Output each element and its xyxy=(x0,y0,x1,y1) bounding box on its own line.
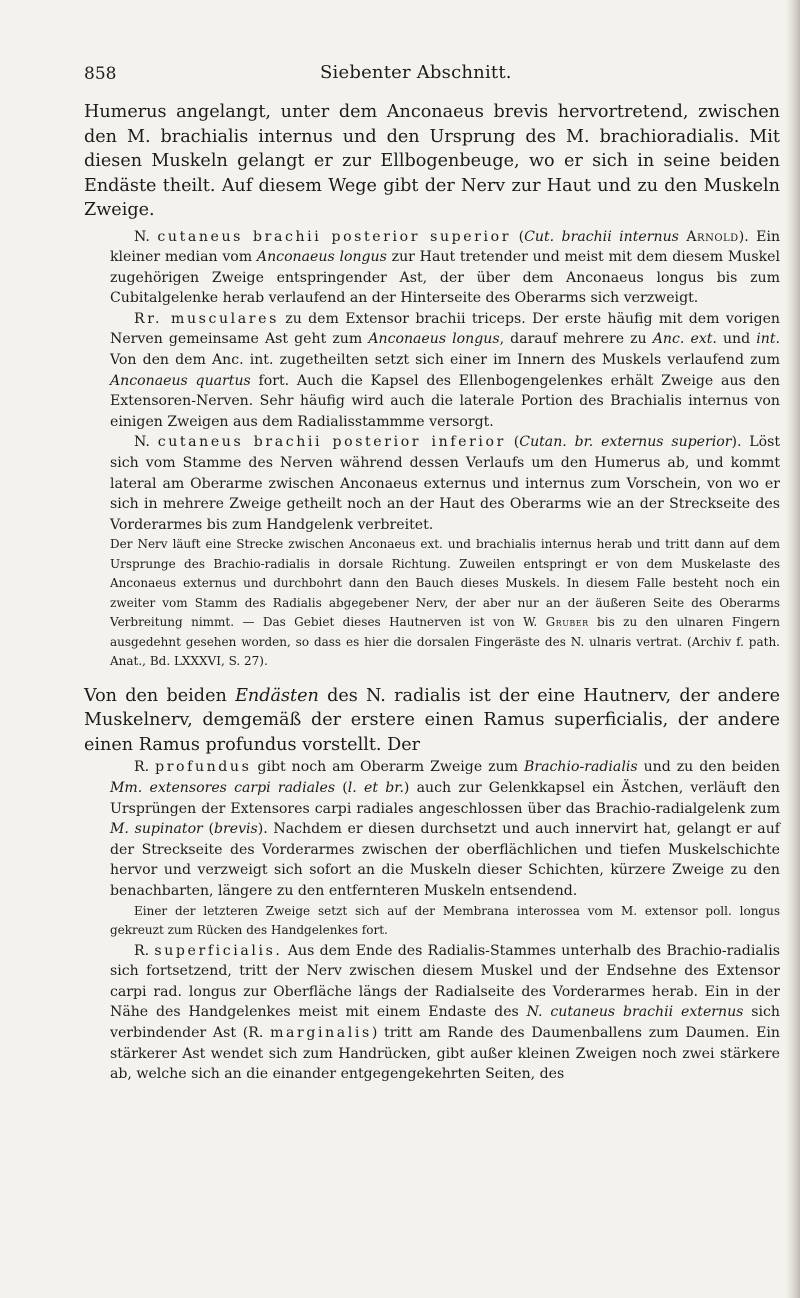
page-header xyxy=(84,58,784,88)
paragraph-cutaneus-inferior: N. cutaneus brachii posterior inferior (Cutan. br. externus superior). Löst sich vom Stamme des Nerven während dessen Verlaufs um den Humerus ab, und kommt lateral am Oberarme zwischen Anconaeus externus und internus zum Vorschein, von wo er sich in mehrere Zweige getheilt noch an der Haut des Oberarms wie an der Streckseite des Vorderarmes bis zum Handgelenk verbreitet. xyxy=(110,434,781,533)
page-edge-shadow xyxy=(786,0,800,1298)
paragraph-musculares: Rr. musculares zu dem Extensor brachii triceps. Der erste häufig mit dem vorigen Nerven gemeinsame Ast geht zum Anconaeus longus, darauf mehrere zu Anc. ext. und int. Von den dem Anc. int. zugetheilten setzt sich einer im Innern des Muskels verlaufend zum Anconaeus quartus fort. Auch die Kapsel des Ellenbogengelenkes erhält Zweige aus den Extensoren-Nerven. Sehr häufig wird auch die laterale Portion des Brachialis internus von einigen Zweigen aus dem Radialisstammme versorgt. xyxy=(110,310,781,430)
term-profundus: profundus xyxy=(155,759,252,776)
term-musculares: Rr. musculares xyxy=(134,310,279,327)
paragraph-endaeste: Von den beiden Endästen des N. radialis ist der eine Hautnerv, der andere Muskelnerv, demgemäß der erstere einen Ramus superficialis, der andere einen Ramus profundus vorstellt. Der xyxy=(84,685,780,755)
body-text xyxy=(84,100,780,1085)
paragraph-humerus: Humerus angelangt, unter dem Anconaeus brevis hervortretend, zwischen den M. brachialis internus und den Ursprung des M. brachioradialis. Mit diesen Muskeln gelangt er zur Ellbogenbeuge, wo er sich in seine beiden Endäste theilt. Auf diesem Wege gibt der Nerv zur Haut und zu den Muskeln Zweige. xyxy=(84,102,780,220)
running-head: Siebenter Abschnitt. xyxy=(320,62,512,83)
page-number: 858 xyxy=(84,64,117,84)
paragraph-superficialis: R. superficialis. Aus dem Ende des Radialis-Stammes unterhalb des Brachio-radialis sich fortsetzend, tritt der Nerv zwischen diesem Muskel und der Endsehne des Extensor carpi rad. longus zur Oberfläche längs der Radialseite des Vorderarmes herab. Ein in der Nähe des Handgelenkes meist mit einem Endaste des N. cutaneus brachii externus sich verbindender Ast (R. marginalis) tritt am Rande des Daumenballens zum Daumen. Ein stärkerer Ast wendet sich zum Handrücken, gibt außer kleinen Zweigen noch zwei stärkere ab, welche sich an die einander entgegengekehrten Seiten, des xyxy=(110,942,780,1083)
term-cutaneus-inferior: cutaneus brachii posterior inferior xyxy=(157,434,506,451)
term-superficialis: superficialis. xyxy=(154,942,283,959)
term-cutaneus-superior: cutaneus brachii posterior superior xyxy=(157,228,512,245)
note-nerv-verlauf: Der Nerv läuft eine Strecke zwischen Anconaeus ext. und brachialis internus herab und tritt dann auf dem Ursprunge des Brachio-radialis in dorsale Richtung. Zuweilen entspringt er von dem Muskelaste des Anconaeus externus und durchbohrt dann den Bauch dieses Muskels. In diesem Falle besteht noch ein zweiter vom Stamm des Radialis abgegebener Nerv, der aber nur an der äußeren Seite des Oberarms Verbreitung nimmt. — Das Gebiet dieses Hautnerven ist von W. Gruber bis zu den ulnaren Fingern ausgedehnt gesehen worden, so dass es hier die dorsalen Fingeräste des N. ulnaris vertrat. (Archiv f. path. Anat., Bd. LXXXVI, S. 27). xyxy=(110,537,780,669)
author-gruber: Gruber xyxy=(545,615,589,630)
author-arnold: Arnold xyxy=(686,228,739,245)
paragraph-cutaneus-superior: N. cutaneus brachii posterior superior (Cut. brachii internus Arnold). Ein kleiner median vom Anconaeus longus zur Haut tretender und meist mit dem diesem Muskel zugehörigen Zweige entspringender Ast, der über dem Anconaeus longus bis zum Cubitalgelenke herab verlaufend an der Hinterseite des Oberarms sich verzweigt. xyxy=(110,228,781,307)
paragraph-profundus: R. profundus gibt noch am Oberarm Zweige zum Brachio-radialis und zu den beiden Mm. extensores carpi radiales (l. et br.) auch zur Gelenkkapsel ein Ästchen, verläuft den Ursprüngen der Extensores carpi radiales angeschlossen über das Brachio-radialgelenk zum M. supinator (brevis). Nachdem er diesen durchsetzt und auch innervirt hat, gelangt er auf der Streckseite des Vorderarmes zwischen der oberflächlichen und tiefen Muskelschichte hervor und verzweigt sich sofort an die Muskeln dieser Schichten, kürzere Zweige zu den benachbarten, längere zu den entfernteren Muskeln entsendend. xyxy=(110,759,780,899)
note-membrana-interossea: Einer der letzteren Zweige setzt sich auf der Membrana interossea vom M. extensor poll. longus gekreuzt zum Rücken des Handgelenkes fort. xyxy=(110,903,780,938)
term-marginalis: marginalis xyxy=(270,1024,372,1041)
